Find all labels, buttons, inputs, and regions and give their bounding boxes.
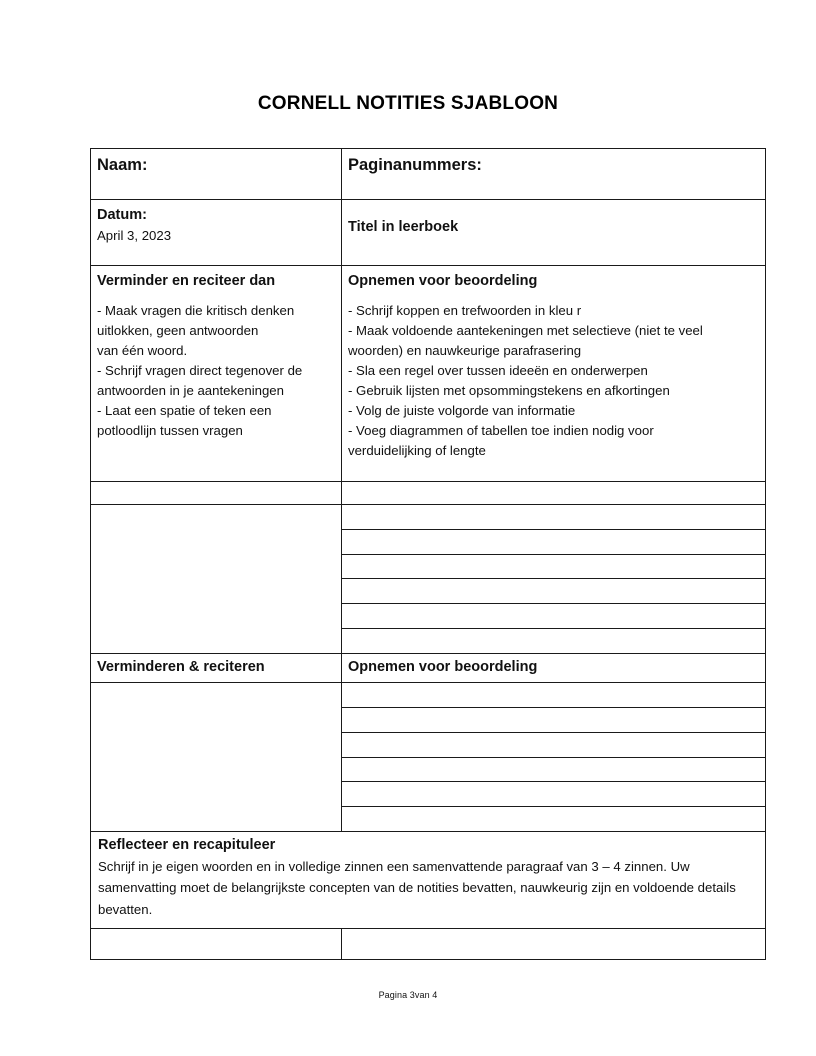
note-writing-line: [342, 733, 765, 755]
table-row-name-pagenumbers: [91, 149, 766, 200]
cell-note-line[interactable]: [342, 807, 766, 832]
cell-note-line[interactable]: [342, 732, 766, 757]
cue-writing-area: [91, 505, 341, 653]
note-writing-line: [342, 604, 765, 626]
cell-cue-instructions[interactable]: [91, 266, 342, 482]
list-item: antwoorden in je aantekeningen: [97, 383, 284, 399]
cell-blank-left[interactable]: [91, 482, 342, 505]
date-value: April 3, 2023: [97, 228, 172, 244]
table-row-notes-line: [91, 505, 766, 530]
table-row-blank-separator-one: [91, 482, 766, 505]
list-item: - Maak vragen die kritisch denken: [97, 303, 295, 319]
cue-instructions-list: [97, 301, 335, 441]
cell-textbook-title[interactable]: [342, 200, 766, 266]
table-row-reflect: [91, 832, 766, 929]
cell-note-line[interactable]: [342, 604, 766, 629]
list-item: - Gebruik lijsten met opsommingstekens en afkortingen: [348, 383, 670, 399]
list-item: - Maak voldoende aantekeningen met selectieve (niet te veel: [348, 323, 703, 339]
cell-note-line[interactable]: [342, 707, 766, 732]
list-item: - Volg de juiste volgorde van informatie: [348, 403, 576, 419]
cell-recite-heading[interactable]: [91, 654, 342, 683]
notes-instructions-list: [348, 301, 759, 462]
list-item: - Voeg diagrammen of tabellen toe indien nodig voor: [348, 423, 654, 439]
page-footer: Pagina 3van 4: [378, 990, 438, 1000]
note-writing-line: [342, 555, 765, 577]
table-row-notes-line: [91, 683, 766, 708]
cell-final-blank-right[interactable]: [342, 929, 766, 960]
cell-note-line[interactable]: [342, 554, 766, 579]
cell-cue-writing-area-two[interactable]: [91, 683, 342, 832]
note-writing-line: [342, 708, 765, 730]
cell-date[interactable]: [91, 200, 342, 266]
cue-writing-area: [91, 683, 341, 831]
textbook-title-label: Titel in leerboek: [348, 219, 459, 235]
cell-note-line[interactable]: [342, 757, 766, 782]
record-heading: Opnemen voor beoordeling: [348, 659, 538, 675]
cell-note-line[interactable]: [342, 629, 766, 654]
cell-final-blank-left[interactable]: [91, 929, 342, 960]
list-item: - Schrijf vragen direct tegenover de: [97, 363, 303, 379]
list-item: potloodlijn tussen vragen: [97, 423, 243, 439]
cornell-notes-table: [90, 148, 766, 960]
cell-page-numbers[interactable]: [342, 149, 766, 200]
list-item: woorden) en nauwkeurige parafrasering: [348, 343, 582, 359]
cell-note-line[interactable]: [342, 782, 766, 807]
recite-heading: Verminderen & reciteren: [97, 659, 265, 675]
cell-note-line[interactable]: [342, 529, 766, 554]
table-row-recite-headings: [91, 654, 766, 683]
page-numbers-label: Paginanummers:: [348, 156, 482, 174]
cell-note-line[interactable]: [342, 683, 766, 708]
blank-writing-line: [91, 482, 341, 504]
note-writing-line: [342, 530, 765, 552]
note-writing-line: [342, 758, 765, 780]
cell-reflect-summary[interactable]: [91, 832, 766, 929]
list-item: - Sla een regel over tussen ideeën en onderwerpen: [348, 363, 648, 379]
cell-note-line[interactable]: [342, 505, 766, 530]
cell-blank-right[interactable]: [342, 482, 766, 505]
reflect-body-text: Schrijf in je eigen woorden en in volledige zinnen een samenvattende paragraaf van 3 – 4 zinnen. Uw samenvatting moet de belangrijkste concepten van de notities bevatten, nauwkeurig zijn en voldoende details bevatten.: [98, 859, 740, 917]
note-writing-line: [342, 807, 765, 829]
list-item: van één woord.: [97, 343, 188, 359]
note-writing-line: [342, 782, 765, 804]
notes-instructions-heading: Opnemen voor beoordeling: [348, 273, 538, 289]
list-item: - Schrijf koppen en trefwoorden in kleu r: [348, 303, 582, 319]
cell-notes-instructions[interactable]: [342, 266, 766, 482]
cell-cue-writing-area-one[interactable]: [91, 505, 342, 654]
table-row-instructions: [91, 266, 766, 482]
blank-writing-line: [342, 482, 765, 504]
list-item: verduidelijking of lengte: [348, 443, 486, 459]
page-title: CORNELL NOTITIES SJABLOON: [257, 93, 559, 114]
date-label: Datum:: [97, 207, 147, 223]
table-row-date-textbook: [91, 200, 766, 266]
blank-writing-line: [91, 929, 341, 959]
cue-instructions-heading: Verminder en reciteer dan: [97, 273, 276, 289]
blank-writing-line: [342, 929, 765, 959]
note-writing-line: [342, 579, 765, 601]
note-writing-line: [342, 683, 765, 705]
name-label: Naam:: [97, 156, 148, 174]
cell-note-line[interactable]: [342, 579, 766, 604]
note-writing-line: [342, 505, 765, 527]
list-item: uitlokken, geen antwoorden: [97, 323, 259, 339]
cell-record-heading[interactable]: [342, 654, 766, 683]
note-writing-line: [342, 629, 765, 651]
cell-name[interactable]: [91, 149, 342, 200]
reflect-heading: Reflecteer en recapituleer: [98, 837, 276, 854]
table-row-final-blank: [91, 929, 766, 960]
list-item: - Laat een spatie of teken een: [97, 403, 272, 419]
